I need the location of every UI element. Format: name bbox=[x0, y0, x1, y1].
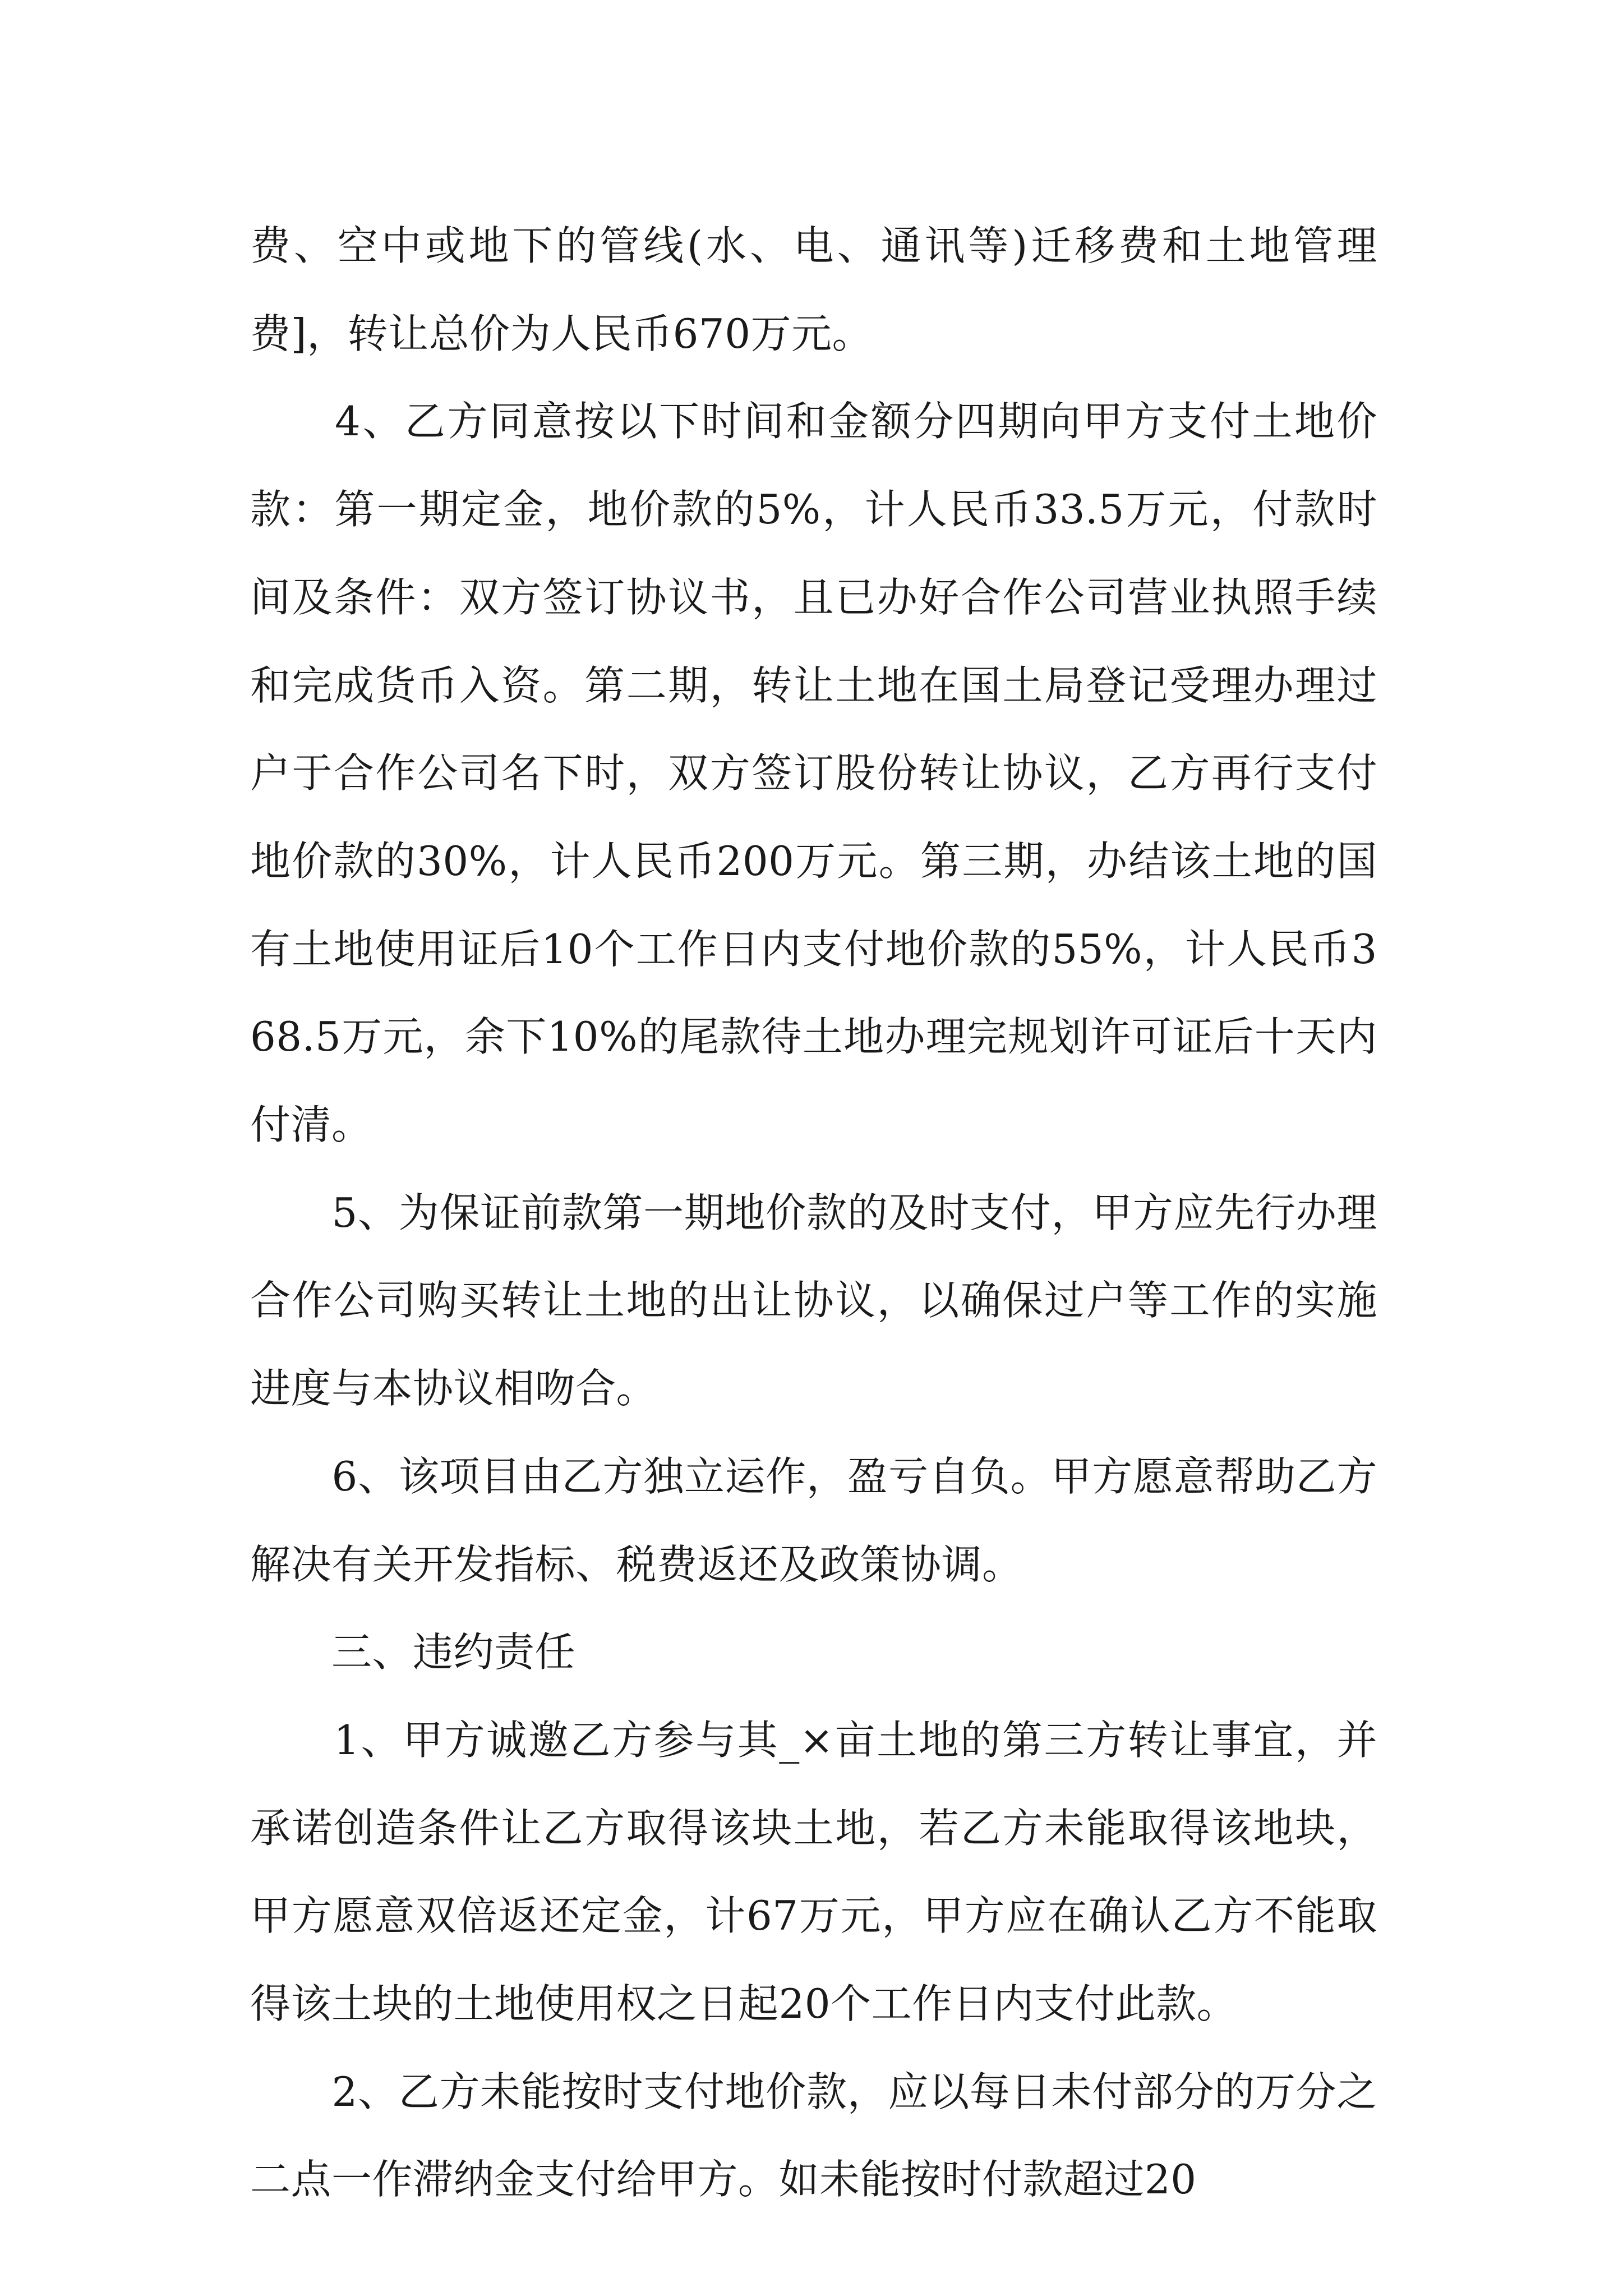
paragraph-clause-5-transfer-agreement: 5、为保证前款第一期地价款的及时支付，甲方应先行办理合作公司购买转让土地的出让协议，以确保过户等工作的实施进度与本协议相吻合。 bbox=[250, 1189, 1377, 1412]
document-body bbox=[250, 202, 1377, 2224]
paragraph-clause-6-independent-operation: 6、该项目由乙方独立运作，盈亏自负。甲方愿意帮助乙方解决有关开发指标、税费返还及政策协调。 bbox=[250, 1452, 1377, 1588]
paragraph-clause-4-payment-schedule: 4、乙方同意按以下时间和金额分四期向甲方支付土地价款：第一期定金，地价款的5%，计人民币33.5万元，付款时间及条件：双方签订协议书，且已办好合作公司营业执照手续和完成货币入资。第二期，转让土地在国土局登记受理办理过户于合作公司名下时，双方签订股份转让协议，乙方再行支付地价款的30%，计人民币200万元。第三期，办结该土地的国有土地使用证后10个工作日内支付地价款的55%，计人民币368.5万元，余下10%的尾款待土地办理完规划许可证后十天内付清。 bbox=[250, 398, 1377, 1149]
paragraph-breach-clause-2: 2、乙方未能按时支付地价款，应以每日未付部分的万分之二点一作滞纳金支付给甲方。如未能按时付款超过20 bbox=[250, 2068, 1377, 2203]
paragraph-fee-total: 费、空中或地下的管线(水、电、通讯等)迁移费和土地管理费]，转让总价为人民币670万元。 bbox=[250, 222, 1377, 357]
section-heading-breach-liability: 三、违约责任 bbox=[250, 1628, 576, 1676]
paragraph-breach-clause-1: 1、甲方诚邀乙方参与其_×亩土地的第三方转让事宜，并承诺创造条件让乙方取得该块土地，若乙方未能取得该地块，甲方愿意双倍返还定金，计67万元，甲方应在确认乙方不能取得该土块的土地使用权之日起20个工作日内支付此款。 bbox=[250, 1716, 1377, 2028]
